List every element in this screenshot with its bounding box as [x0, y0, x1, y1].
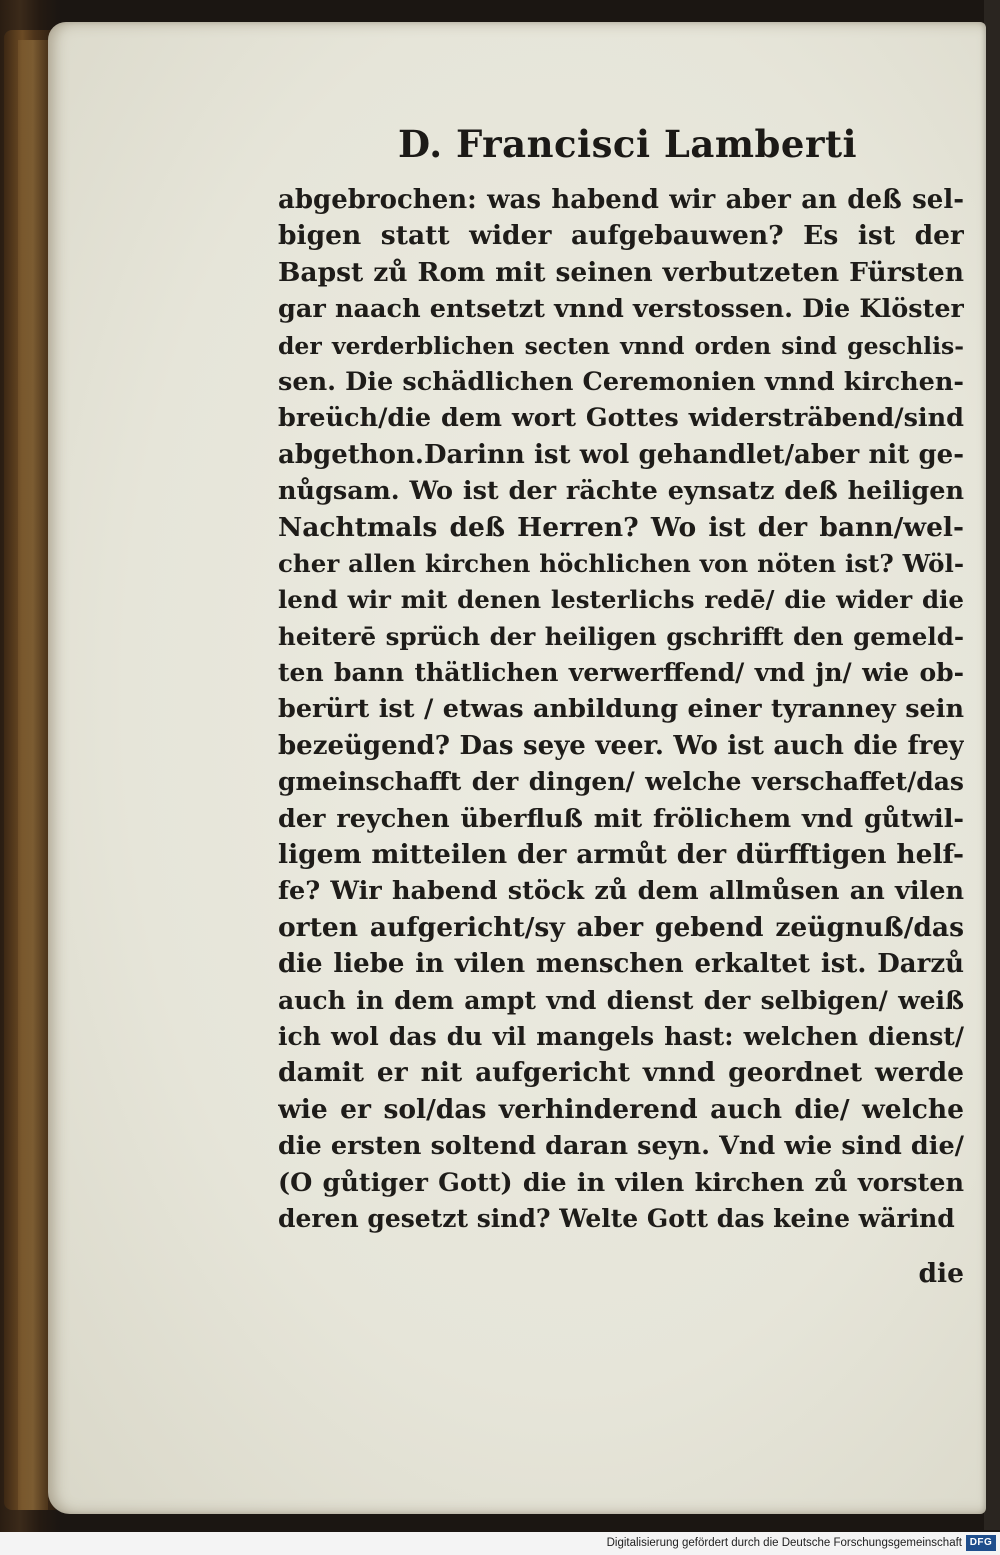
text-line: ich wol das du vil mangels hast: welchen dienst/ [278, 1021, 964, 1051]
catchword: die [918, 1258, 964, 1289]
text-line: deren gesetzt sind? Welte Gott das keine wärind [278, 1203, 955, 1233]
body-text [278, 182, 964, 1237]
text-line: bezeügend? Das seye veer. Wo ist auch die frey [278, 730, 964, 761]
text-line: breüch/die dem wort Gottes widersträbend/sind [278, 403, 964, 434]
text-line: orten aufgericht/sy aber gebend zeügnuß/das [278, 911, 964, 943]
text-line: gmeinschafft der dingen/ welche verschaffet/das [278, 767, 964, 797]
text-line: abgebrochen: was habend wir aber an deß sel- [278, 185, 964, 215]
text-line: heiterē sprüch der heiligen gschrifft den gemeld- [278, 621, 964, 651]
text-line: bigen statt wider aufgebauwen? Es ist der [278, 220, 964, 252]
text-line: cher allen kirchen höchlichen von nöten ist? Wöl- [278, 548, 964, 578]
text-line: Bapst zů Rom mit seinen verbutzeten Fürsten [278, 256, 964, 288]
footer-bar [0, 1532, 1000, 1555]
text-line: ten bann thätlichen verwerffend/ vnd jn/ wie ob- [278, 658, 964, 688]
book-spine-highlight [18, 40, 48, 1510]
text-line: auch in dem ampt vnd dienst der selbigen/ weiß [278, 985, 964, 1015]
scan-right-edge [984, 0, 1000, 1530]
text-line: Nachtmals deß Herren? Wo ist der bann/wel- [278, 511, 964, 543]
text-line: abgethon.Darinn ist wol gehandlet/aber nit ge- [278, 439, 964, 470]
running-head: D. Francisci Lamberti [398, 122, 858, 166]
text-line: der reychen überfluß mit frölichem vnd gůtwil- [278, 803, 964, 834]
text-line: sen. Die schädlichen Ceremonien vnnd kirchen- [278, 366, 964, 397]
text-line: fe? Wir habend stöck zů dem allmůsen an vilen [278, 876, 964, 907]
text-line: der verderblichen secten vnnd orden sind geschlis- [278, 331, 964, 360]
text-line: ligem mitteilen der armůt der dürfftigen helf- [278, 839, 964, 871]
dfg-logo[interactable]: DFG [966, 1535, 996, 1551]
text-line: lend wir mit denen lesterlichs redē/ die wider die [278, 585, 964, 615]
text-line: damit er nit aufgericht vnnd geordnet werde [278, 1057, 964, 1089]
text-line: nůgsam. Wo ist der rächte eynsatz deß heiligen [278, 476, 964, 507]
text-line: die liebe in vilen menschen erkaltet ist. Darzů [278, 949, 964, 980]
text-line: gar naach entsetzt vnnd verstossen. Die Klöster [278, 294, 964, 325]
text-line: wie er sol/das verhinderend auch die/ welche [278, 1093, 964, 1125]
text-line: berürt ist / etwas anbildung einer tyranney sein [278, 694, 964, 725]
text-line: (O gůtiger Gott) die in vilen kirchen zů vorsten [278, 1167, 964, 1198]
funding-notice: Digitalisierung gefördert durch die Deutsche Forschungsgemeinschaft [606, 1537, 962, 1549]
text-line: die ersten soltend daran seyn. Vnd wie sind die/ [278, 1131, 964, 1162]
